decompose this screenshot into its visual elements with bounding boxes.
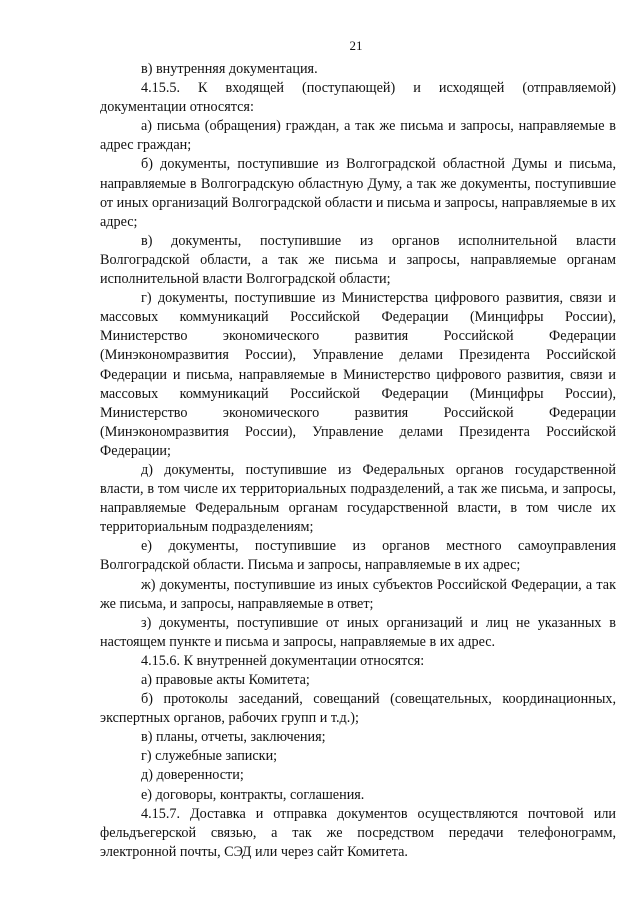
paragraph-other-subjects: ж) документы, поступившие из иных субъектов Российской Федерации, а так же письма, и запросы, направляемые в ответ; <box>100 576 616 612</box>
paragraph-citizen-letters: а) письма (обращения) граждан, а так же письма и запросы, направляемые в адрес граждан; <box>100 118 616 154</box>
paragraph-local-government: е) документы, поступившие из органов местного самоуправления Волгоградской области. Письма и запросы, направляемые в их адрес; <box>100 538 616 574</box>
paragraph-federal-bodies: д) документы, поступившие из Федеральных органов государственной власти, в том числе их территориальных подразделений, а так же письма, и запросы, направляемые Федеральным органам государственной власти, в том числе их территориальным подразделениям; <box>100 461 616 536</box>
paragraph-federal-ministries: г) документы, поступившие из Министерства цифрового развития, связи и массовых коммуникаций Российской Федерации (Минцифры России), Министерство экономического развития Российской Федерации (Минэкономразвития России), Управление делами Президента Российской Федерации и письма, направляемые в Министерство цифрового развития, связи и массовых коммуникаций Российской Федерации (Минцифры России), Министерство экономического развития Российской Федерации (Минэкономразвития России), Управление делами Президента Российской Федерации; <box>100 290 616 459</box>
paragraph-contracts: е) договоры, контракты, соглашения. <box>141 786 365 803</box>
paragraph-protocols: б) протоколы заседаний, совещаний (совещательных, координационных, экспертных органов, рабочих групп и т.д.); <box>100 691 616 727</box>
paragraph-4-15-7: 4.15.7. Доставка и отправка документов осуществляются почтовой или фельдъегерской связью, а так же посредством передачи телефонограмм, электронной почты, СЭД или через сайт Комитета. <box>100 805 616 860</box>
page-number: 21 <box>349 38 363 53</box>
paragraph-powers-of-attorney: д) доверенности; <box>141 767 244 784</box>
paragraph-other-organizations: з) документы, поступившие от иных организаций и лиц не указанных в настоящем пункте и письма и запросы, направляемые в их адрес. <box>100 614 616 650</box>
paragraph-memos: г) служебные записки; <box>141 748 278 765</box>
document-body <box>100 60 616 862</box>
paragraph-internal-docs: в) внутренняя документация. <box>141 61 318 77</box>
paragraph-legal-acts: а) правовые акты Комитета; <box>141 672 310 688</box>
paragraph-executive-bodies: в) документы, поступившие из органов исполнительной власти Волгоградской области, а так же письма и запросы, направляемые органам исполнительной власти Волгоградской области; <box>100 232 616 288</box>
paragraph-plans-reports: в) планы, отчеты, заключения; <box>141 729 326 746</box>
paragraph-4-15-5: 4.15.5. К входящей (поступающей) и исходящей (отправляемой) документации относятся: <box>100 80 616 116</box>
paragraph-4-15-6: 4.15.6. К внутренней документации относятся: <box>141 652 425 669</box>
paragraph-regional-duma: б) документы, поступившие из Волгоградской областной Думы и письма, направляемые в Волгоградскую областную Думу, а так же документы, поступившие от иных организаций Волгоградской области и письма и запросы, направляемые в их адрес; <box>100 156 616 230</box>
